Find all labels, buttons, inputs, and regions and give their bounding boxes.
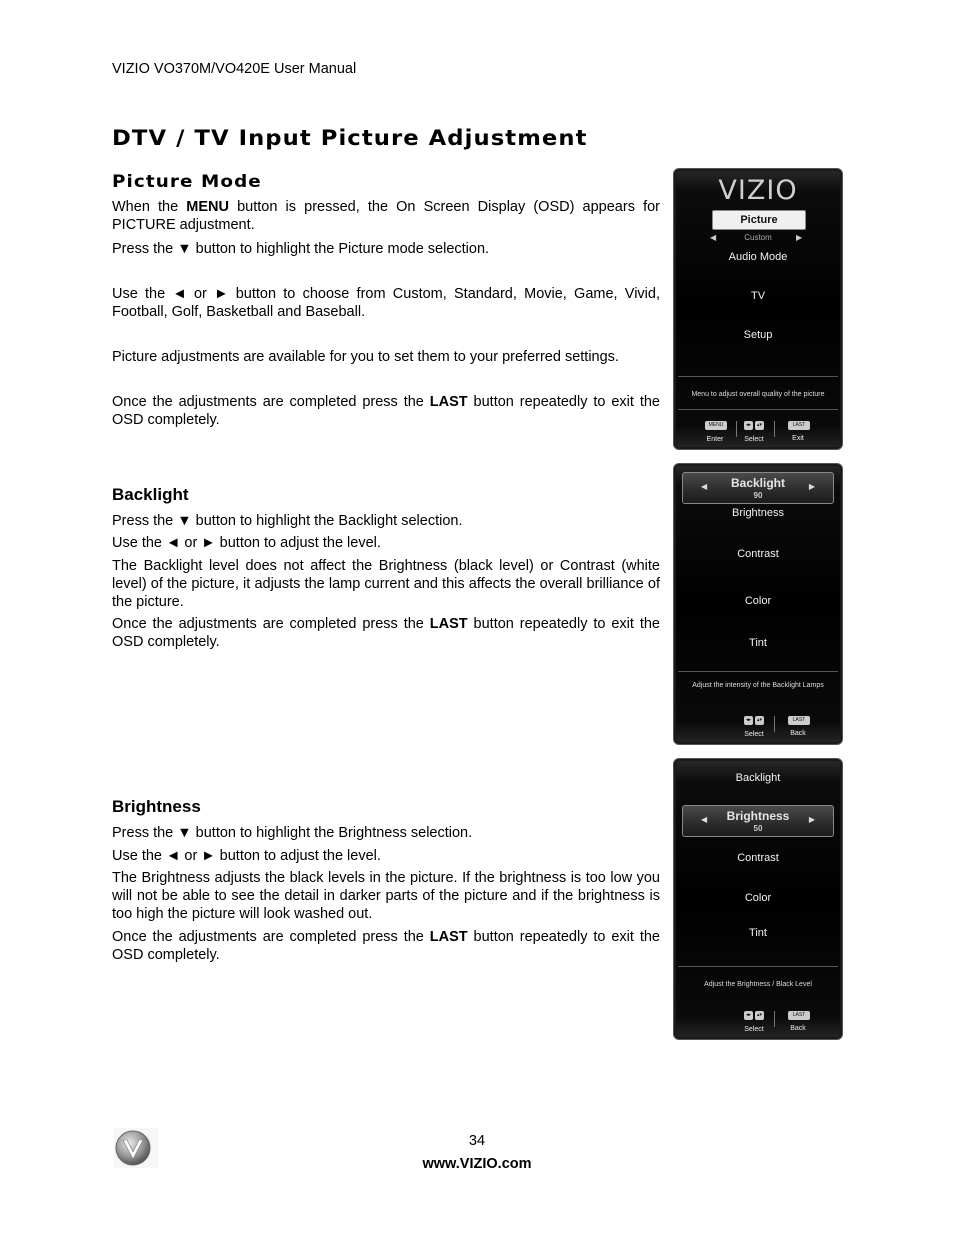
osd-menu-item: Color bbox=[744, 892, 772, 904]
divider bbox=[736, 421, 737, 437]
last-button-icon: LAST bbox=[788, 716, 810, 725]
osd-menu-item: Setup bbox=[743, 329, 773, 341]
paragraph: Once the adjustments are completed press the LAST button repeatedly to exit the OSD completely. bbox=[112, 929, 660, 963]
osd-menu-item: TV bbox=[750, 290, 766, 302]
osd-screenshot-brightness bbox=[673, 758, 843, 1040]
button-label: Select bbox=[744, 1026, 764, 1033]
osd-menu-item: Contrast bbox=[737, 548, 779, 560]
osd-selected-item: Picture bbox=[712, 210, 806, 230]
paragraph: Use the ◄ or ► button to adjust the level. bbox=[112, 535, 381, 551]
left-arrow-icon: ◀ bbox=[701, 482, 708, 491]
document-header: VIZIO VO370M/VO420E User Manual bbox=[112, 61, 357, 77]
left-right-icon: ◂▸ bbox=[745, 717, 752, 723]
osd-menu-item: Contrast bbox=[737, 852, 779, 864]
page-number: 34 bbox=[468, 1133, 486, 1149]
left-arrow-icon: ◀ bbox=[701, 815, 708, 824]
up-down-icon: ▴▾ bbox=[756, 1012, 763, 1018]
divider bbox=[774, 716, 775, 732]
left-arrow-icon: ◀ bbox=[710, 233, 717, 242]
section-heading-picture-mode: Picture Mode bbox=[112, 172, 262, 192]
paragraph: Use the ◄ or ► button to adjust the level. bbox=[112, 848, 381, 864]
divider bbox=[678, 376, 838, 377]
button-label: Select bbox=[744, 436, 764, 443]
osd-menu-item: Audio Mode bbox=[728, 251, 788, 263]
paragraph: The Brightness adjusts the black levels in the picture. If the brightness is too low you will not be able to see the detail in darker parts of the picture and if the brightness is too high the picture will look washed out. bbox=[112, 870, 660, 922]
paragraph: The Backlight level does not affect the Brightness (black level) or Contrast (white level) of the picture, it adjusts the lamp current and this affects the overall brilliance of the picture. bbox=[112, 558, 660, 610]
osd-screenshot-picture-menu bbox=[673, 168, 843, 450]
button-label: Back bbox=[790, 730, 806, 737]
osd-description: Adjust the intensity of the Backlight Lamps bbox=[692, 682, 824, 689]
divider bbox=[678, 409, 838, 410]
right-arrow-icon: ▶ bbox=[808, 482, 815, 491]
osd-screenshot-backlight bbox=[673, 463, 843, 745]
paragraph: Once the adjustments are completed press the LAST button repeatedly to exit the OSD completely. bbox=[112, 394, 660, 428]
page-title: DTV / TV Input Picture Adjustment bbox=[112, 126, 588, 150]
divider bbox=[678, 966, 838, 967]
paragraph: Use the ◄ or ► button to choose from Custom, Standard, Movie, Game, Vivid, Football, Golf, Basketball and Baseball. bbox=[112, 286, 660, 320]
divider bbox=[774, 421, 775, 437]
section-heading-backlight: Backlight bbox=[112, 485, 189, 504]
up-down-icon: ▴▾ bbox=[756, 422, 763, 428]
paragraph: Picture adjustments are available for you to set them to your preferred settings. bbox=[112, 349, 619, 365]
button-label: Exit bbox=[792, 435, 804, 442]
osd-description: Menu to adjust overall quality of the picture bbox=[691, 391, 825, 398]
osd-selected-item: Backlight 90 ◀ ▶ bbox=[682, 472, 834, 504]
paragraph: Press the ▼ button to highlight the Brightness selection. bbox=[112, 825, 473, 841]
divider bbox=[678, 671, 838, 672]
osd-menu-item: Tint bbox=[749, 927, 767, 939]
section-heading-brightness: Brightness bbox=[112, 797, 201, 816]
paragraph: Press the ▼ button to highlight the Picture mode selection. bbox=[112, 241, 490, 257]
button-label: Enter bbox=[706, 436, 724, 443]
divider bbox=[774, 1011, 775, 1027]
last-button-icon: LAST bbox=[788, 1011, 810, 1020]
left-right-icon: ◂▸ bbox=[745, 422, 752, 428]
menu-button-icon: MENU bbox=[705, 421, 727, 430]
osd-selected-item: Brightness 50 ◀ ▶ bbox=[682, 805, 834, 837]
right-arrow-icon: ▶ bbox=[808, 815, 815, 824]
vizio-logo: VIZIO bbox=[718, 175, 798, 206]
button-label: Select bbox=[744, 731, 764, 738]
osd-value: Custom bbox=[744, 233, 772, 242]
osd-description: Adjust the Brightness / Black Level bbox=[704, 981, 812, 988]
osd-menu-item: Brightness bbox=[732, 507, 784, 519]
up-down-icon: ▴▾ bbox=[756, 717, 763, 723]
paragraph: Once the adjustments are completed press the LAST button repeatedly to exit the OSD completely. bbox=[112, 616, 660, 650]
osd-menu-item: Color bbox=[744, 595, 772, 607]
osd-menu-item: Backlight bbox=[735, 772, 781, 784]
footer-url: www.VIZIO.com bbox=[422, 1156, 532, 1172]
osd-menu-item: Tint bbox=[749, 637, 767, 649]
left-right-icon: ◂▸ bbox=[745, 1012, 752, 1018]
right-arrow-icon: ▶ bbox=[796, 233, 803, 242]
last-button-icon: LAST bbox=[788, 421, 810, 430]
paragraph: Press the ▼ button to highlight the Backlight selection. bbox=[112, 513, 463, 529]
button-label: Back bbox=[790, 1025, 806, 1032]
paragraph: When the MENU button is pressed, the On Screen Display (OSD) appears for PICTURE adjustment. bbox=[112, 199, 660, 233]
